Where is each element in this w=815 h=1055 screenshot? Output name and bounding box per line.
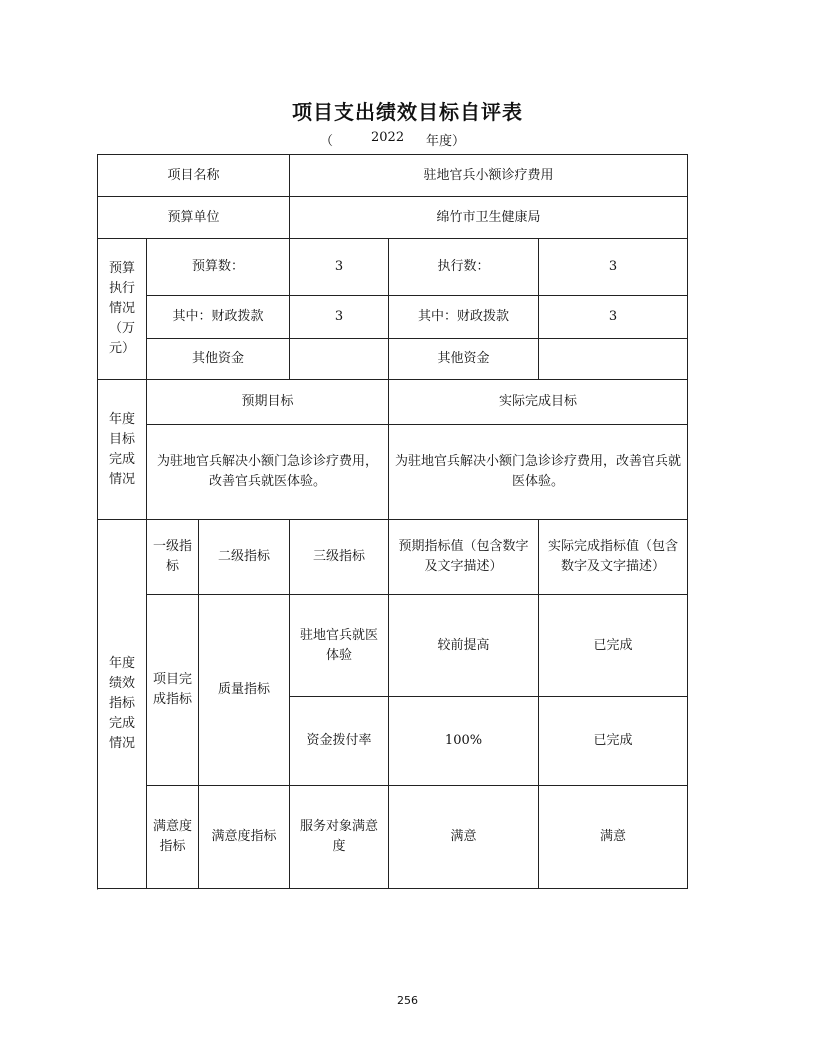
budget-unit-label: 预算单位 — [98, 197, 290, 239]
level1-indicator: 项目完成指标 — [147, 595, 199, 786]
actual-value-header: 实际完成指标值（包含数字及文字描述） — [539, 520, 688, 595]
other-funds-executed — [539, 339, 688, 380]
level1-indicator: 满意度指标 — [147, 786, 199, 889]
row-goal-headers — [98, 380, 688, 425]
row-indicator-headers — [98, 520, 688, 595]
level2-header: 二级指标 — [199, 520, 290, 595]
row-other-funds — [98, 339, 688, 380]
performance-section-label: 年度绩效指标完成情况 — [98, 520, 147, 889]
other-funds-label-executed: 其他资金 — [389, 339, 539, 380]
level3-indicator: 服务对象满意度 — [290, 786, 389, 889]
page-number: 256 — [397, 994, 418, 1007]
budget-execution-section-label: 预算执行情况（万元） — [98, 239, 147, 380]
level1-header: 一级指标 — [147, 520, 199, 595]
level3-indicator: 资金拨付率 — [290, 697, 389, 786]
project-name-label: 项目名称 — [98, 155, 290, 197]
level2-indicator: 满意度指标 — [199, 786, 290, 889]
subtitle-open-paren: （ — [320, 134, 334, 149]
actual-goal-text: 为驻地官兵解决小额门急诊诊疗费用，改善官兵就医体验。 — [389, 425, 688, 520]
fiscal-allocation-label-executed: 其中：财政拨款 — [389, 296, 539, 339]
actual-goal-header: 实际完成目标 — [389, 380, 688, 425]
page-title: 项目支出绩效目标自评表 — [292, 100, 523, 124]
other-funds-label: 其他资金 — [147, 339, 290, 380]
expected-goal-header: 预期目标 — [147, 380, 389, 425]
expected-value: 较前提高 — [389, 595, 539, 697]
fiscal-allocation-budget: 3 — [290, 296, 389, 339]
row-budget — [98, 239, 688, 296]
expected-value: 满意 — [389, 786, 539, 889]
level2-indicator: 质量指标 — [199, 595, 290, 786]
expected-value: 100% — [389, 697, 539, 786]
budget-amount-value: 3 — [290, 239, 389, 296]
actual-value: 已完成 — [539, 697, 688, 786]
subtitle-suffix: 年度） — [426, 134, 466, 149]
level3-header: 三级指标 — [290, 520, 389, 595]
expected-goal-text: 为驻地官兵解决小额门急诊诊疗费用，改善官兵就医体验。 — [147, 425, 389, 520]
fiscal-allocation-label: 其中：财政拨款 — [147, 296, 290, 339]
executed-amount-value: 3 — [539, 239, 688, 296]
level3-indicator: 驻地官兵就医体验 — [290, 595, 389, 697]
subtitle-year: 2022 — [371, 130, 405, 145]
actual-value: 满意 — [539, 786, 688, 889]
fiscal-allocation-executed: 3 — [539, 296, 688, 339]
actual-value: 已完成 — [539, 595, 688, 697]
budget-unit-value: 绵竹市卫生健康局 — [290, 197, 688, 239]
row-fiscal-allocation — [98, 296, 688, 339]
row-project-name — [98, 155, 688, 197]
row-goal-text — [98, 425, 688, 520]
table-row — [98, 786, 688, 889]
self-evaluation-table — [97, 154, 688, 889]
annual-goal-section-label: 年度目标完成情况 — [98, 380, 147, 520]
year-line — [0, 130, 815, 150]
executed-amount-label: 执行数： — [389, 239, 539, 296]
project-name-value: 驻地官兵小额诊疗费用 — [290, 155, 688, 197]
expected-value-header: 预期指标值（包含数字及文字描述） — [389, 520, 539, 595]
table-row — [98, 595, 688, 697]
other-funds-budget — [290, 339, 389, 380]
budget-amount-label: 预算数： — [147, 239, 290, 296]
row-budget-unit — [98, 197, 688, 239]
